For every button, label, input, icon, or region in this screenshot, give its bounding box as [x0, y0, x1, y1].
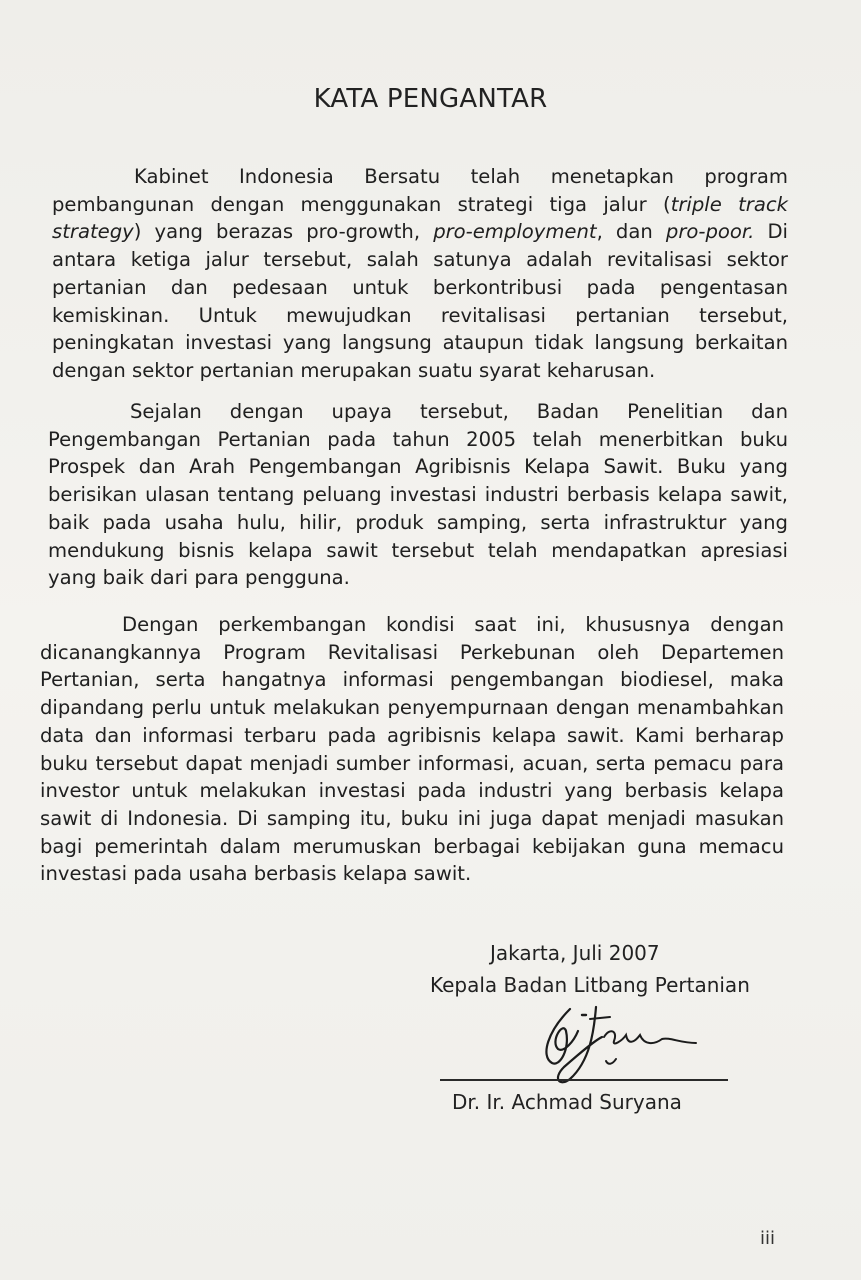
paragraph-1-italic-a: triple track strategy	[52, 192, 788, 244]
paragraph-1-text-d: Di antara ketiga jalur tersebut, salah satunya adalah revitalisasi sektor pertanian dan pedesaan untuk berkontribusi pada pengentasan kemiskinan. Untuk mewujudkan revitalisasi pertanian tersebut, peningkatan investasi yang langsung ataupun tidak langsung berkaitan dengan sektor pertanian merupakan suatu syarat keharusan.	[52, 220, 788, 382]
paragraph-1-italic-b: pro-employment	[433, 220, 597, 244]
paragraph-2-text: Sejalan dengan upaya tersebut, Badan Penelitian dan Pengembangan Pertanian pada tahun 2005 telah menerbitkan buku Prospek dan Arah Pengembangan Agribisnis Kelapa Sawit. Buku yang berisikan ulasan tentang peluang investasi industri berbasis kelapa sawit, baik pada usaha hulu, hilir, produk samping, serta infrastruktur yang mendukung bisnis kelapa sawit tersebut telah mendapatkan apresiasi yang baik dari para pengguna.	[48, 400, 788, 590]
paragraph-1	[52, 163, 788, 385]
paragraph-3-text: Dengan perkembangan kondisi saat ini, khususnya dengan dicanangkannya Program Revitalisasi Perkebunan oleh Departemen Pertanian, serta hangatnya informasi pengembangan biodiesel, maka dipandang perlu untuk melakukan penyempurnaan dengan menambahkan data dan informasi terbaru pada agribisnis kelapa sawit. Kami berharap buku tersebut dapat menjadi sumber informasi, acuan, serta pemacu para investor untuk melakukan investasi pada industri yang berbasis kelapa sawit di Indonesia. Di samping itu, buku ini juga dapat menjadi masukan bagi pemerintah dalam merumuskan berbagai kebijakan guna memacu investasi pada usaha berbasis kelapa sawit.	[40, 613, 784, 886]
paragraph-1-text-b: ) yang berazas pro-growth,	[133, 220, 434, 244]
handwritten-signature	[530, 1001, 720, 1091]
paragraph-3	[40, 611, 784, 888]
signer-name: Dr. Ir. Achmad Suryana	[452, 1090, 682, 1114]
paragraph-1-text-c: , dan	[596, 220, 666, 244]
paragraph-1-italic-c: pro-poor.	[665, 220, 755, 244]
page-title: KATA PENGANTAR	[313, 84, 548, 114]
page-number: iii	[760, 1228, 776, 1249]
paragraph-2	[48, 398, 788, 592]
signature-line	[440, 1079, 728, 1081]
place-date: Jakarta, Juli 2007	[490, 941, 660, 965]
paragraph-1-text-a: Kabinet Indonesia Bersatu telah menetapkan program pembangunan dengan menggunakan strategi tiga jalur (	[52, 165, 788, 216]
signer-position: Kepala Badan Litbang Pertanian	[430, 973, 750, 997]
